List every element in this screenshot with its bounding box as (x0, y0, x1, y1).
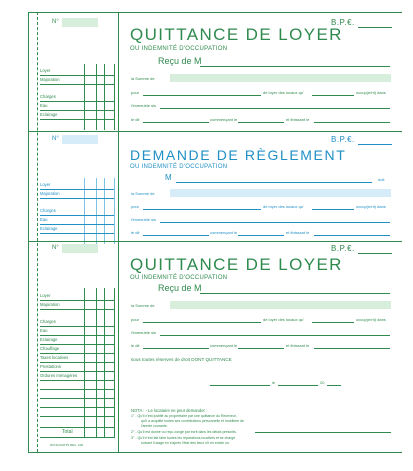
sum-field[interactable] (170, 301, 391, 309)
receipt-number-label: N° (52, 19, 59, 25)
sum-field[interactable] (170, 189, 391, 197)
demand-number-field[interactable] (62, 135, 98, 144)
ending-label: et finissant le (286, 343, 310, 348)
sum-label: la Somme de (131, 191, 155, 196)
term-label: le dit (131, 343, 140, 348)
demand-subtitle: OU INDEMNITÉ D'OCCUPATION (130, 164, 228, 170)
form-code: DUNCOURTS REC. 108 (50, 443, 83, 447)
ending-label: et finissant le (286, 117, 310, 122)
occupied-label: occup(e/nt) dans (356, 317, 386, 322)
stub-label: Eclairage (40, 337, 58, 342)
bpe-amount-line[interactable] (358, 144, 392, 145)
reserves-text: sous toutes réserves de droit DONT QUITTANCE (131, 357, 232, 362)
stub-label: Eau (40, 328, 48, 333)
stub-label: Charges (40, 94, 56, 99)
stub-label: Charges (40, 208, 56, 213)
received-from-label: Reçu de M (158, 56, 202, 66)
receipt-number-field[interactable] (62, 244, 98, 253)
date-line[interactable] (278, 385, 318, 386)
for-label: pour (131, 317, 140, 322)
stub-label: Eclairage (40, 112, 58, 117)
debtor-label: M (165, 173, 172, 182)
stub-label: Ordures ménagères (40, 373, 78, 378)
stub-label: Loyer (40, 182, 51, 187)
sum-label: la Somme de (131, 303, 155, 308)
bpe-amount-line[interactable] (358, 27, 392, 28)
starting-label: commençant le (210, 117, 238, 122)
for-label: pour (131, 204, 140, 209)
nota-line: l'année courante. (141, 424, 168, 428)
signature-line[interactable] (255, 432, 391, 433)
owes-label: doit (378, 177, 385, 182)
stub-label: Majoration (40, 302, 60, 307)
stub-label: Charges (40, 319, 56, 324)
nota-line: 1° - Qu'il n'est justifié au propriétaire par une quittance du Receveur, (131, 414, 237, 418)
perforation-line (37, 12, 38, 452)
term-label: le dit (131, 230, 140, 235)
receipt-number-label: N° (52, 245, 59, 251)
demand-number-label: N° (52, 136, 59, 142)
date-le-label: le (272, 380, 276, 385)
rent-premises-label: de loyer des locaux qu' (263, 317, 304, 322)
starting-label: commençant le (210, 343, 238, 348)
occupied-label: occup(e/nt) dans (356, 204, 386, 209)
sum-label: la Somme de (131, 76, 155, 81)
receipt-subtitle: OU INDEMNITÉ D'OCCUPATION (130, 275, 228, 281)
top-border (28, 12, 402, 13)
for-label: pour (131, 90, 140, 95)
bottom-border (28, 452, 402, 453)
received-from-line[interactable] (200, 66, 390, 67)
left-border (28, 12, 29, 452)
receipt-number-field[interactable] (62, 18, 98, 27)
year-line[interactable] (327, 385, 341, 386)
receipt-title: QUITTANCE DE LOYER (130, 255, 343, 274)
stub-label: Eau (40, 217, 48, 222)
receipt-subtitle: OU INDEMNITÉ D'OCCUPATION (130, 46, 228, 52)
ending-label: et finissant le (286, 230, 310, 235)
bpe-amount-line[interactable] (358, 253, 392, 254)
nota-line: 2° - Qu'il est donné ou reçu congé par écrit dans les délais prescrits. (131, 430, 237, 434)
stub-label: Loyer (40, 293, 51, 298)
sum-field[interactable] (170, 74, 391, 82)
stub-label: Eclairage (40, 226, 58, 231)
nota-title: NOTA : - Le locataire ne peut demander : (131, 408, 208, 413)
stub-total-label: Total (62, 429, 73, 435)
starting-label: commençant le (210, 230, 238, 235)
rent-premises-label: de loyer des locaux qu' (263, 204, 304, 209)
section-separator (28, 241, 402, 242)
receipt-title: QUITTANCE DE LOYER (130, 25, 343, 44)
stub-label: Majoration (40, 77, 60, 82)
nota-line: qu'il a acquitté toutes ses contributions personnelle et mobilière de (141, 419, 245, 423)
occupied-label: occup(e/nt) dans (356, 90, 386, 95)
stub-label: Chauffage (40, 346, 60, 351)
building-label: l'immeuble sis (131, 330, 156, 335)
stub-label: Loyer (40, 68, 51, 73)
debtor-line[interactable] (176, 182, 372, 183)
stub-label: Prestations (40, 364, 61, 369)
term-label: le dit (131, 117, 140, 122)
demand-title: DEMANDE DE RÈGLEMENT (130, 147, 347, 163)
bpe-label: B.P.€. (331, 18, 355, 27)
stub-label: Eau (40, 103, 48, 108)
building-label: l'immeuble sis (131, 217, 156, 222)
received-from-line[interactable] (200, 293, 390, 294)
stub-label: Taxes locatives (40, 355, 69, 360)
nota-line: 3° - Qu'il n'est fait faire toutes les réparations locatives et se charge (131, 436, 236, 440)
place-line[interactable] (210, 385, 270, 386)
stub-label: Majoration (40, 191, 60, 196)
date-year-label: 20 (320, 380, 325, 385)
nota-line: suivant l'usage en s'après l'état des lieux s'il en existe un. (141, 441, 230, 445)
bpe-label: B.P.€. (331, 135, 355, 144)
bpe-label: B.P.€. (331, 244, 355, 253)
building-label: l'immeuble sis (131, 103, 156, 108)
received-from-label: Reçu de M (158, 283, 202, 293)
stub-divider (118, 12, 119, 452)
section-separator (28, 131, 402, 132)
rent-premises-label: de loyer des locaux qu' (263, 90, 304, 95)
